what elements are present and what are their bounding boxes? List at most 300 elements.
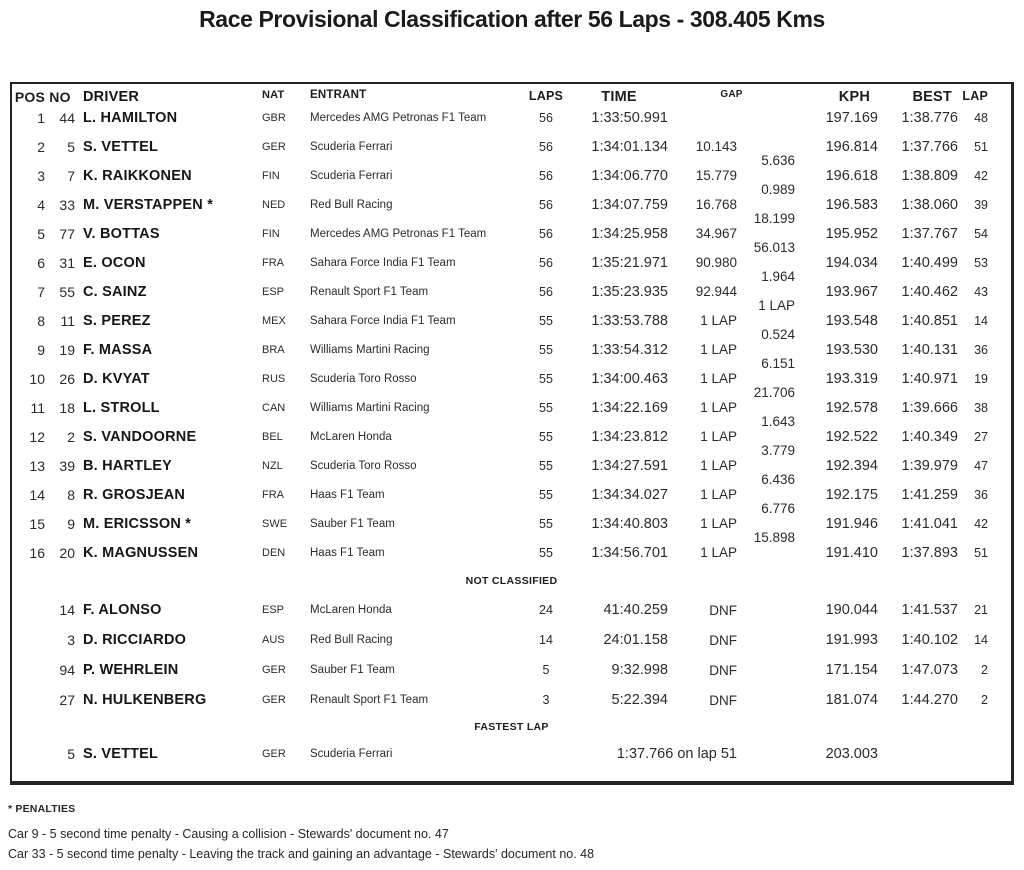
cell-interval-value: 18.199 xyxy=(753,211,795,226)
cell-no: 44 xyxy=(59,109,75,126)
cell-interval xyxy=(737,422,795,458)
cell-best: 1:39.666 xyxy=(901,399,958,416)
cell-interval-value: 6.151 xyxy=(761,356,795,371)
cell-entrant: Scuderia Ferrari xyxy=(310,169,393,182)
cell-best: 1:44.270 xyxy=(901,692,958,708)
cell-kph: 192.175 xyxy=(825,486,878,503)
cell-time: 1:37.766 on lap 51 xyxy=(616,746,737,762)
cell-lap: 48 xyxy=(974,110,988,125)
cell-driver: S. VETTEL xyxy=(83,138,159,155)
cell-laps: 3 xyxy=(542,693,550,707)
cell-lap: 36 xyxy=(974,487,988,502)
cell-entrant: Williams Martini Racing xyxy=(310,401,430,414)
cell-lap: 51 xyxy=(974,545,988,560)
cell-laps: 56 xyxy=(539,284,553,299)
cell-driver: M. VERSTAPPEN * xyxy=(83,196,214,213)
cell-driver: N. HULKENBERG xyxy=(83,692,207,708)
header-pos: POS xyxy=(14,89,45,105)
cell-gap: DNF xyxy=(709,602,737,618)
cell-interval-value: 21.706 xyxy=(753,385,795,400)
cell-interval xyxy=(737,103,795,132)
cell-gap: 1 LAP xyxy=(700,313,737,328)
cell-pos: 12 xyxy=(29,428,45,445)
cell-time: 1:35:21.971 xyxy=(591,254,668,271)
cell-laps: 55 xyxy=(539,516,553,531)
cell-no: 9 xyxy=(67,515,75,532)
cell-time: 1:34:06.770 xyxy=(591,167,668,184)
cell-gap: 1 LAP xyxy=(700,458,737,473)
cell-lap: 54 xyxy=(974,226,988,241)
cell-kph: 190.044 xyxy=(825,602,878,618)
cell-pos: 7 xyxy=(37,283,45,300)
penalties-footer xyxy=(8,803,594,864)
cell-laps: 56 xyxy=(539,197,553,212)
cell-driver: L. STROLL xyxy=(83,399,160,416)
result-row xyxy=(12,480,1011,516)
cell-nat: AUS xyxy=(262,634,285,646)
cell-best: 1:40.102 xyxy=(901,632,958,648)
cell-laps: 56 xyxy=(539,168,553,183)
cell-interval-value: 1 LAP xyxy=(758,298,795,313)
cell-best: 1:40.462 xyxy=(901,283,958,300)
cell-nat: GER xyxy=(262,664,286,676)
cell-pos: 5 xyxy=(37,225,45,242)
cell-gap: 90.980 xyxy=(695,255,737,270)
table-header xyxy=(12,84,1011,103)
cell-driver: P. WEHRLEIN xyxy=(83,662,179,678)
cell-kph: 197.169 xyxy=(825,109,878,126)
cell-laps: 55 xyxy=(539,487,553,502)
cell-no: 5 xyxy=(67,138,75,155)
cell-entrant: Sauber F1 Team xyxy=(310,517,395,530)
cell-kph: 192.394 xyxy=(825,457,878,474)
cell-entrant: Red Bull Racing xyxy=(310,634,393,646)
cell-laps: 56 xyxy=(539,110,553,125)
cell-gap: 1 LAP xyxy=(700,400,737,415)
cell-interval xyxy=(737,509,795,545)
cell-driver: S. VETTEL xyxy=(83,746,159,762)
cell-no: 94 xyxy=(59,662,75,678)
cell-laps: 56 xyxy=(539,139,553,154)
cell-driver: B. HARTLEY xyxy=(83,457,172,474)
cell-gap: 1 LAP xyxy=(700,516,737,531)
result-row xyxy=(12,219,1011,255)
cell-time: 41:40.259 xyxy=(603,602,668,618)
cell-laps: 56 xyxy=(539,226,553,241)
cell-no: 3 xyxy=(67,632,75,648)
cell-driver: L. HAMILTON xyxy=(83,109,178,126)
not-classified-label: NOT CLASSIFIED xyxy=(465,575,558,587)
cell-nat: FRA xyxy=(262,488,284,501)
cell-nat: BRA xyxy=(262,343,285,356)
cell-nat: BEL xyxy=(262,430,283,443)
cell-best: 1:38.809 xyxy=(901,167,958,184)
cell-entrant: Mercedes AMG Petronas F1 Team xyxy=(310,227,487,240)
cell-best: 1:41.537 xyxy=(901,602,958,618)
cell-time: 1:34:25.958 xyxy=(591,225,668,242)
cell-best: 1:41.259 xyxy=(901,486,958,503)
cell-interval xyxy=(737,451,795,487)
cell-best: 1:37.893 xyxy=(901,544,958,561)
header-no: NO xyxy=(49,89,71,105)
cell-gap: 16.768 xyxy=(695,197,737,212)
cell-driver: S. VANDOORNE xyxy=(83,428,197,445)
cell-entrant: McLaren Honda xyxy=(310,430,392,443)
cell-laps: 14 xyxy=(539,633,553,647)
cell-entrant: Scuderia Toro Rosso xyxy=(310,372,417,385)
result-row xyxy=(12,538,1011,567)
cell-interval xyxy=(737,480,795,516)
cell-pos: 2 xyxy=(37,138,45,155)
cell-interval xyxy=(737,739,795,769)
cell-pos: 15 xyxy=(29,515,45,532)
cell-best: 1:40.851 xyxy=(901,312,958,329)
penalty-line: Car 9 - 5 second time penalty - Causing a collision - Stewards' document no. 47 xyxy=(8,827,449,841)
result-row xyxy=(12,132,1011,168)
cell-no: 11 xyxy=(60,312,75,329)
cell-pos: 9 xyxy=(37,341,45,358)
cell-best: 1:40.131 xyxy=(901,341,958,358)
cell-pos: 4 xyxy=(37,196,45,213)
result-row xyxy=(12,625,1011,655)
result-row xyxy=(12,190,1011,226)
cell-interval-value: 0.989 xyxy=(761,182,795,197)
result-row xyxy=(12,161,1011,197)
cell-laps: 5 xyxy=(542,663,550,677)
cell-gap: 1 LAP xyxy=(700,429,737,444)
cell-nat: GBR xyxy=(262,111,286,124)
cell-driver: E. OCON xyxy=(83,254,146,271)
cell-interval xyxy=(737,393,795,429)
cell-no: 77 xyxy=(59,225,75,242)
cell-no: 5 xyxy=(67,746,75,762)
cell-lap: 21 xyxy=(974,603,988,617)
cell-interval-value: 6.436 xyxy=(761,472,795,487)
cell-interval xyxy=(737,625,795,655)
cell-no: 20 xyxy=(59,544,75,561)
cell-laps: 24 xyxy=(539,603,553,617)
result-row xyxy=(12,393,1011,429)
cell-interval-value: 1.964 xyxy=(761,269,795,284)
cell-time: 1:34:23.812 xyxy=(591,428,668,445)
cell-laps: 55 xyxy=(539,371,553,386)
cell-time: 1:34:34.027 xyxy=(591,486,668,503)
cell-entrant: Sahara Force India F1 Team xyxy=(310,314,456,327)
cell-time: 1:34:00.463 xyxy=(591,370,668,387)
cell-driver: S. PEREZ xyxy=(83,312,151,329)
not-classified-section xyxy=(12,595,1011,715)
cell-interval xyxy=(737,335,795,371)
cell-gap: DNF xyxy=(709,632,737,648)
cell-entrant: Mercedes AMG Petronas F1 Team xyxy=(310,111,487,124)
cell-kph: 192.578 xyxy=(825,399,878,416)
cell-kph: 191.410 xyxy=(825,544,878,561)
cell-lap: 27 xyxy=(974,429,988,444)
cell-driver: V. BOTTAS xyxy=(83,225,160,242)
cell-driver: M. ERICSSON * xyxy=(83,515,192,532)
cell-laps: 55 xyxy=(539,429,553,444)
result-row xyxy=(12,364,1011,400)
cell-kph: 193.319 xyxy=(825,370,878,387)
cell-interval xyxy=(737,655,795,685)
cell-entrant: Williams Martini Racing xyxy=(310,343,430,356)
cell-time: 1:34:56.701 xyxy=(591,544,668,561)
cell-nat: FIN xyxy=(262,169,280,182)
cell-time: 9:32.998 xyxy=(611,662,668,678)
header-kph: KPH xyxy=(838,89,870,105)
cell-laps: 56 xyxy=(539,255,553,270)
cell-laps: 55 xyxy=(539,458,553,473)
cell-lap: 39 xyxy=(974,197,988,212)
cell-kph: 193.548 xyxy=(825,312,878,329)
cell-laps: 55 xyxy=(539,545,553,560)
cell-best: 1:41.041 xyxy=(901,515,958,532)
header-laps: LAPS xyxy=(528,89,564,103)
cell-nat: NZL xyxy=(262,459,283,472)
header-nat: NAT xyxy=(262,89,285,101)
cell-entrant: Haas F1 Team xyxy=(310,488,385,501)
fastest-lap-section xyxy=(12,739,1011,769)
result-row xyxy=(12,685,1011,715)
cell-no: 31 xyxy=(59,254,75,271)
cell-no: 27 xyxy=(59,692,75,708)
cell-no: 2 xyxy=(67,428,75,445)
cell-gap: 1 LAP xyxy=(700,371,737,386)
cell-entrant: Red Bull Racing xyxy=(310,198,393,211)
cell-time: 1:34:01.134 xyxy=(591,138,668,155)
page-title: Race Provisional Classification after 56 Laps - 308.405 Kms xyxy=(199,6,825,32)
cell-interval-value: 1.643 xyxy=(761,414,795,429)
cell-nat: FIN xyxy=(262,227,280,240)
cell-pos: 13 xyxy=(29,457,45,474)
cell-entrant: Renault Sport F1 Team xyxy=(310,694,429,706)
result-row xyxy=(12,103,1011,132)
cell-kph: 192.522 xyxy=(825,428,878,445)
result-row xyxy=(12,739,1011,769)
cell-driver: D. RICCIARDO xyxy=(83,632,187,648)
cell-entrant: Renault Sport F1 Team xyxy=(310,285,429,298)
cell-kph: 181.074 xyxy=(825,692,878,708)
result-row xyxy=(12,655,1011,685)
cell-lap: 51 xyxy=(974,139,988,154)
cell-driver: F. MASSA xyxy=(83,341,153,358)
cell-nat: SWE xyxy=(262,517,288,530)
cell-time: 1:34:07.759 xyxy=(591,196,668,213)
cell-time: 1:33:53.788 xyxy=(591,312,668,329)
cell-kph: 196.814 xyxy=(825,138,878,155)
cell-pos: 10 xyxy=(29,370,45,387)
cell-driver: K. RAIKKONEN xyxy=(83,167,192,184)
cell-no: 19 xyxy=(59,341,75,358)
cell-lap: 53 xyxy=(974,255,988,270)
cell-lap: 47 xyxy=(974,458,988,473)
cell-interval xyxy=(737,161,795,197)
cell-kph: 196.583 xyxy=(825,196,878,213)
cell-best: 1:40.499 xyxy=(901,254,958,271)
cell-driver: R. GROSJEAN xyxy=(83,486,186,503)
cell-lap: 42 xyxy=(974,516,988,531)
cell-nat: ESP xyxy=(262,285,285,298)
cell-time: 1:33:54.312 xyxy=(591,341,668,358)
cell-no: 39 xyxy=(59,457,75,474)
cell-gap: 1 LAP xyxy=(700,545,737,560)
cell-lap: 19 xyxy=(974,371,988,386)
cell-interval-value: 15.898 xyxy=(753,530,795,545)
result-row xyxy=(12,509,1011,545)
cell-interval xyxy=(737,306,795,342)
cell-lap: 2 xyxy=(981,663,988,677)
header-entrant: ENTRANT xyxy=(310,89,367,101)
cell-interval xyxy=(737,132,795,168)
cell-pos: 16 xyxy=(29,544,45,561)
cell-interval-value: 5.636 xyxy=(761,153,795,168)
cell-entrant: Haas F1 Team xyxy=(310,546,385,559)
cell-kph: 195.952 xyxy=(825,225,878,242)
cell-time: 1:34:27.591 xyxy=(591,457,668,474)
cell-lap: 43 xyxy=(974,284,988,299)
cell-no: 33 xyxy=(59,196,75,213)
cell-driver: D. KVYAT xyxy=(83,370,150,387)
result-row xyxy=(12,248,1011,284)
result-row xyxy=(12,422,1011,458)
cell-nat: NED xyxy=(262,198,286,211)
cell-interval-value: 0.524 xyxy=(761,327,795,342)
cell-pos: 1 xyxy=(37,109,45,126)
cell-entrant: Scuderia Ferrari xyxy=(310,748,393,760)
cell-interval xyxy=(737,219,795,255)
result-row xyxy=(12,335,1011,371)
cell-gap: DNF xyxy=(709,662,737,678)
cell-time: 5:22.394 xyxy=(611,692,668,708)
result-row xyxy=(12,451,1011,487)
cell-interval xyxy=(737,190,795,226)
cell-driver: F. ALONSO xyxy=(83,602,162,618)
cell-gap: 1 LAP xyxy=(700,342,737,357)
cell-kph: 191.993 xyxy=(825,632,878,648)
penalty-line: Car 33 - 5 second time penalty - Leaving the track and gaining an advantage - Stewards' document no. 48 xyxy=(8,847,595,861)
cell-interval xyxy=(737,538,795,567)
classified-section xyxy=(12,103,1011,567)
cell-best: 1:40.349 xyxy=(901,428,958,445)
cell-kph: 194.034 xyxy=(825,254,878,271)
cell-lap: 42 xyxy=(974,168,988,183)
cell-nat: GER xyxy=(262,748,286,760)
cell-kph: 196.618 xyxy=(825,167,878,184)
cell-entrant: Sauber F1 Team xyxy=(310,664,395,676)
cell-driver: K. MAGNUSSEN xyxy=(83,544,199,561)
result-row xyxy=(12,277,1011,313)
cell-gap: 1 LAP xyxy=(700,487,737,502)
cell-no: 8 xyxy=(67,486,75,503)
cell-nat: DEN xyxy=(262,546,286,559)
header-driver: DRIVER xyxy=(83,89,139,105)
cell-interval-value: 6.776 xyxy=(761,501,795,516)
cell-pos: 11 xyxy=(30,399,45,416)
cell-nat: GER xyxy=(262,694,286,706)
cell-laps: 55 xyxy=(539,342,553,357)
cell-interval xyxy=(737,595,795,625)
result-row xyxy=(12,306,1011,342)
cell-pos: 3 xyxy=(37,167,45,184)
cell-kph: 193.530 xyxy=(825,341,878,358)
cell-best: 1:38.776 xyxy=(901,109,958,126)
cell-best: 1:40.971 xyxy=(901,370,958,387)
cell-pos: 14 xyxy=(29,486,45,503)
cell-best: 1:39.979 xyxy=(901,457,958,474)
cell-no: 26 xyxy=(59,370,75,387)
cell-nat: GER xyxy=(262,140,286,153)
cell-driver: C. SAINZ xyxy=(83,283,147,300)
cell-no: 7 xyxy=(67,167,75,184)
cell-nat: CAN xyxy=(262,401,286,414)
header-time: TIME xyxy=(601,89,637,105)
penalties-title: * PENALTIES xyxy=(8,803,76,815)
cell-lap: 36 xyxy=(974,342,988,357)
cell-gap: 92.944 xyxy=(695,284,737,299)
cell-lap: 38 xyxy=(974,400,988,415)
cell-kph: 193.967 xyxy=(825,283,878,300)
cell-nat: FRA xyxy=(262,256,284,269)
cell-entrant: Scuderia Toro Rosso xyxy=(310,459,417,472)
cell-time: 24:01.158 xyxy=(603,632,668,648)
cell-time: 1:33:50.991 xyxy=(591,109,668,126)
cell-interval-value: 3.779 xyxy=(761,443,795,458)
cell-kph: 203.003 xyxy=(825,746,878,762)
cell-gap: DNF xyxy=(709,692,737,708)
cell-no: 18 xyxy=(59,399,75,416)
cell-interval xyxy=(737,248,795,284)
cell-nat: MEX xyxy=(262,314,286,327)
header-gap: GAP xyxy=(720,89,743,100)
cell-time: 1:34:22.169 xyxy=(591,399,668,416)
cell-laps: 55 xyxy=(539,313,553,328)
header-best: BEST xyxy=(912,89,952,105)
cell-pos: 8 xyxy=(37,312,45,329)
cell-best: 1:38.060 xyxy=(901,196,958,213)
cell-laps: 55 xyxy=(539,400,553,415)
cell-lap: 14 xyxy=(974,633,988,647)
cell-best: 1:47.073 xyxy=(901,662,958,678)
cell-nat: RUS xyxy=(262,372,286,385)
cell-kph: 191.946 xyxy=(825,515,878,532)
cell-interval xyxy=(737,364,795,400)
cell-entrant: Sahara Force India F1 Team xyxy=(310,256,456,269)
cell-nat: ESP xyxy=(262,604,285,616)
cell-pos: 6 xyxy=(37,254,45,271)
cell-entrant: Scuderia Ferrari xyxy=(310,140,393,153)
cell-lap: 14 xyxy=(974,313,988,328)
cell-interval-value: 56.013 xyxy=(753,240,795,255)
cell-gap: 15.779 xyxy=(695,168,737,183)
cell-lap: 2 xyxy=(981,693,988,707)
header-lap: LAP xyxy=(962,89,988,103)
cell-best: 1:37.767 xyxy=(901,225,958,242)
fastest-lap-label: FASTEST LAP xyxy=(474,721,549,733)
cell-gap: 34.967 xyxy=(695,226,737,241)
cell-best: 1:37.766 xyxy=(901,138,958,155)
cell-entrant: McLaren Honda xyxy=(310,604,392,616)
cell-interval xyxy=(737,685,795,715)
cell-time: 1:34:40.803 xyxy=(591,515,668,532)
cell-interval xyxy=(737,277,795,313)
results-table xyxy=(10,82,1014,785)
cell-no: 14 xyxy=(59,602,75,618)
cell-gap: 10.143 xyxy=(695,139,737,154)
cell-time: 1:35:23.935 xyxy=(591,283,668,300)
result-row xyxy=(12,595,1011,625)
cell-kph: 171.154 xyxy=(825,662,878,678)
cell-no: 55 xyxy=(59,283,75,300)
